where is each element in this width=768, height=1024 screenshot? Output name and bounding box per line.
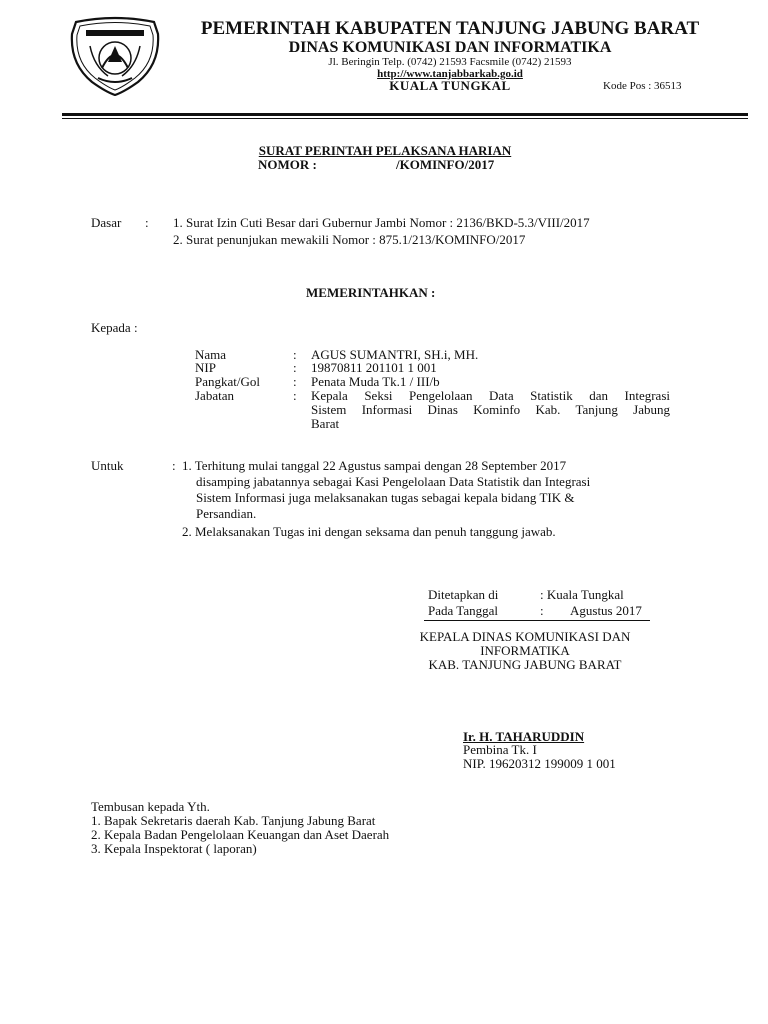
signatory-rank: Pembina Tk. I <box>463 742 537 757</box>
untuk-item-2: 2. Melaksanakan Tugas ini dengan seksama dan penuh tanggung jawab. <box>182 524 556 539</box>
jabatan-colon: : <box>293 388 297 403</box>
postal-code: Kode Pos : 36513 <box>603 80 682 92</box>
pangkat-value: Penata Muda Tk.1 / III/b <box>311 374 440 389</box>
kepada-label: Kepada : <box>91 320 138 335</box>
tembusan-item: 1. Bapak Sekretaris daerah Kab. Tanjung Jabung Barat <box>91 813 376 828</box>
untuk-colon: : <box>172 458 176 473</box>
jabatan-label: Jabatan <box>195 388 234 403</box>
nama-label: Nama <box>195 347 227 362</box>
ditetapkan-label: Ditetapkan di <box>428 587 499 602</box>
letterhead-divider-thin <box>62 118 748 119</box>
untuk-item-1-line: Sistem Informasi juga melaksanakan tugas sebagai kepala bidang TIK & <box>196 490 575 505</box>
untuk-item-1-line: disamping jabatannya sebagai Kasi Pengelolaan Data Statistik dan Integrasi <box>196 474 591 489</box>
dasar-label: Dasar <box>91 215 122 230</box>
jabatan-value-line: Barat <box>311 416 340 431</box>
signatory-position-line: KAB. TANJUNG JABUNG BARAT <box>428 657 622 672</box>
tembusan-item: 3. Kepala Inspektorat ( laporan) <box>91 841 257 856</box>
agency-name: DINAS KOMUNIKASI DAN INFORMATIKA <box>288 39 612 56</box>
signatory-position-line: KEPALA DINAS KOMUNIKASI DAN <box>419 629 631 644</box>
signatory-name: Ir. H. TAHARUDDIN <box>463 729 585 744</box>
agency-website-link[interactable]: http://www.tanjabbarkab.go.id <box>377 68 523 80</box>
tanggal-value: Agustus 2017 <box>570 603 642 618</box>
ditetapkan-underline <box>424 620 650 621</box>
untuk-label: Untuk <box>91 458 124 473</box>
tanggal-colon: : <box>540 603 544 618</box>
nama-colon: : <box>293 347 297 362</box>
letter-title: SURAT PERINTAH PELAKSANA HARIAN <box>258 143 512 158</box>
nip-label: NIP <box>195 360 216 375</box>
pangkat-colon: : <box>293 374 297 389</box>
jabatan-value-line: Sistem Informasi Dinas Kominfo Kab. Tanjung Jabung <box>311 402 670 417</box>
signatory-nip: NIP. 19620312 199009 1 001 <box>463 756 616 771</box>
memerintahkan-heading: MEMERINTAHKAN : <box>306 285 436 300</box>
nama-value: AGUS SUMANTRI, SH.i, MH. <box>311 347 479 362</box>
jabatan-value-line: Kepala Seksi Pengelolaan Data Statistik dan Integrasi <box>311 388 670 403</box>
pangkat-label: Pangkat/Gol <box>195 374 260 389</box>
tembusan-heading: Tembusan kepada Yth. <box>91 799 210 814</box>
agency-address: Jl. Beringin Telp. (0742) 21593 Facsmile (0742) 21593 <box>328 56 572 68</box>
untuk-item-1-line: 1. Terhitung mulai tanggal 22 Agustus sampai dengan 28 September 2017 <box>182 458 567 473</box>
letter-number-label: NOMOR : <box>258 157 317 172</box>
tanggal-label: Pada Tanggal <box>428 603 498 618</box>
signatory-position-line: INFORMATIKA <box>480 643 570 658</box>
letter-number-value: /KOMINFO/2017 <box>396 157 495 172</box>
dasar-item: 2. Surat penunjukan mewakili Nomor : 875.1/213/KOMINFO/2017 <box>173 232 526 247</box>
regency-crest-logo <box>68 16 162 96</box>
nip-value: 19870811 201101 1 001 <box>311 360 437 375</box>
dasar-colon: : <box>145 215 149 230</box>
untuk-item-1-line: Persandian. <box>196 506 257 521</box>
ditetapkan-value: : Kuala Tungkal <box>540 587 624 602</box>
government-title: PEMERINTAH KABUPATEN TANJUNG JABUNG BARAT <box>200 18 700 39</box>
dasar-item: 1. Surat Izin Cuti Besar dari Gubernur Jambi Nomor : 2136/BKD-5.3/VIII/2017 <box>173 215 590 230</box>
nip-colon: : <box>293 360 297 375</box>
letterhead-divider-thick <box>62 113 748 116</box>
tembusan-item: 2. Kepala Badan Pengelolaan Keuangan dan Aset Daerah <box>91 827 390 842</box>
agency-city: KUALA TUNGKAL <box>389 78 511 93</box>
